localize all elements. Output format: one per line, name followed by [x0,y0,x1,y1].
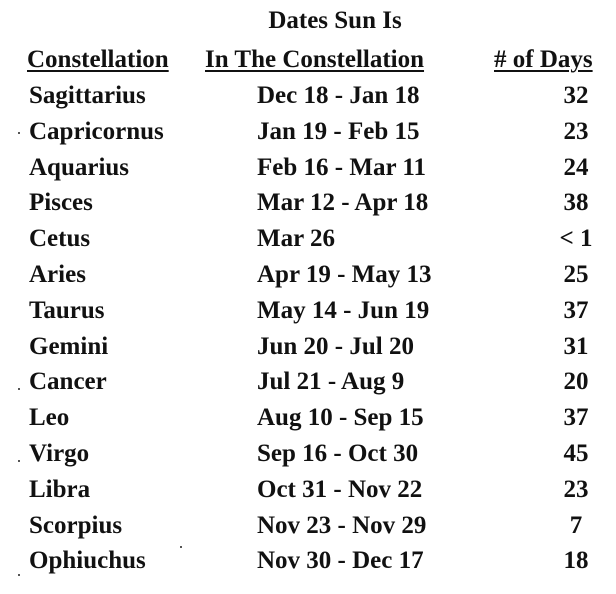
day-count: 37 [563,296,589,324]
dates-header: In The Constellation [205,46,425,73]
date-range: May 14 - Jun 19 [257,296,430,324]
scan-speck [18,388,20,390]
table-row [0,332,616,368]
dates-header-top: Dates Sun Is [268,7,402,34]
constellation-name: Aquarius [29,153,130,181]
day-count: < 1 [559,225,593,253]
days-header: # of Days [494,46,593,73]
constellation-name: Virgo [29,440,90,467]
date-range: Nov 23 - Nov 29 [257,511,427,539]
constellation-name: Pisces [29,189,93,217]
table-row [0,117,616,153]
date-range: Dec 18 - Jan 18 [257,82,420,109]
table-row [0,153,616,189]
scan-speck [180,546,182,548]
day-count: 7 [569,511,583,539]
constellation-name: Aries [29,261,86,288]
table-row [0,439,616,475]
constellation-name: Taurus [29,296,105,324]
constellation-name: Gemini [29,332,109,360]
table-row [0,367,616,403]
date-range: Aug 10 - Sep 15 [257,404,424,432]
date-range: Jan 19 - Feb 15 [257,117,420,145]
date-range: Apr 19 - May 13 [257,261,432,288]
table-row [0,475,616,511]
table-row [0,296,616,332]
table-row [0,260,616,296]
date-range: Sep 16 - Oct 30 [257,440,419,467]
day-count: 38 [563,189,589,217]
table-row [0,188,616,224]
date-range: Jun 20 - Jul 20 [257,332,414,360]
scan-speck [18,574,20,576]
date-range: Mar 26 [257,225,335,253]
day-count: 31 [563,332,589,360]
constellation-name: Scorpius [29,511,123,539]
date-range: Mar 12 - Apr 18 [257,189,429,217]
date-range: Feb 16 - Mar 11 [257,153,426,181]
day-count: 18 [563,547,589,575]
day-count: 24 [563,153,589,181]
table-row [0,81,616,117]
day-count: 45 [563,440,589,467]
day-count: 32 [563,82,589,109]
day-count: 25 [563,261,589,288]
constellation-name: Ophiuchus [29,547,146,575]
table-row [0,224,616,260]
constellation-header: Constellation [27,46,169,73]
table-row [0,511,616,547]
day-count: 20 [563,368,589,396]
constellation-name: Cancer [29,368,107,396]
date-range: Nov 30 - Dec 17 [257,547,424,575]
scan-speck [18,460,20,462]
scan-speck [18,132,20,134]
constellation-name: Leo [29,404,70,432]
date-range: Jul 21 - Aug 9 [257,368,405,396]
table-row [0,403,616,439]
day-count: 23 [563,475,589,503]
table-row [0,546,616,582]
constellation-name: Cetus [29,225,91,253]
constellation-name: Sagittarius [29,82,146,109]
date-range: Oct 31 - Nov 22 [257,475,423,503]
day-count: 37 [563,404,589,432]
constellation-name: Libra [29,475,91,503]
constellation-name: Capricornus [29,117,164,145]
day-count: 23 [563,117,589,145]
